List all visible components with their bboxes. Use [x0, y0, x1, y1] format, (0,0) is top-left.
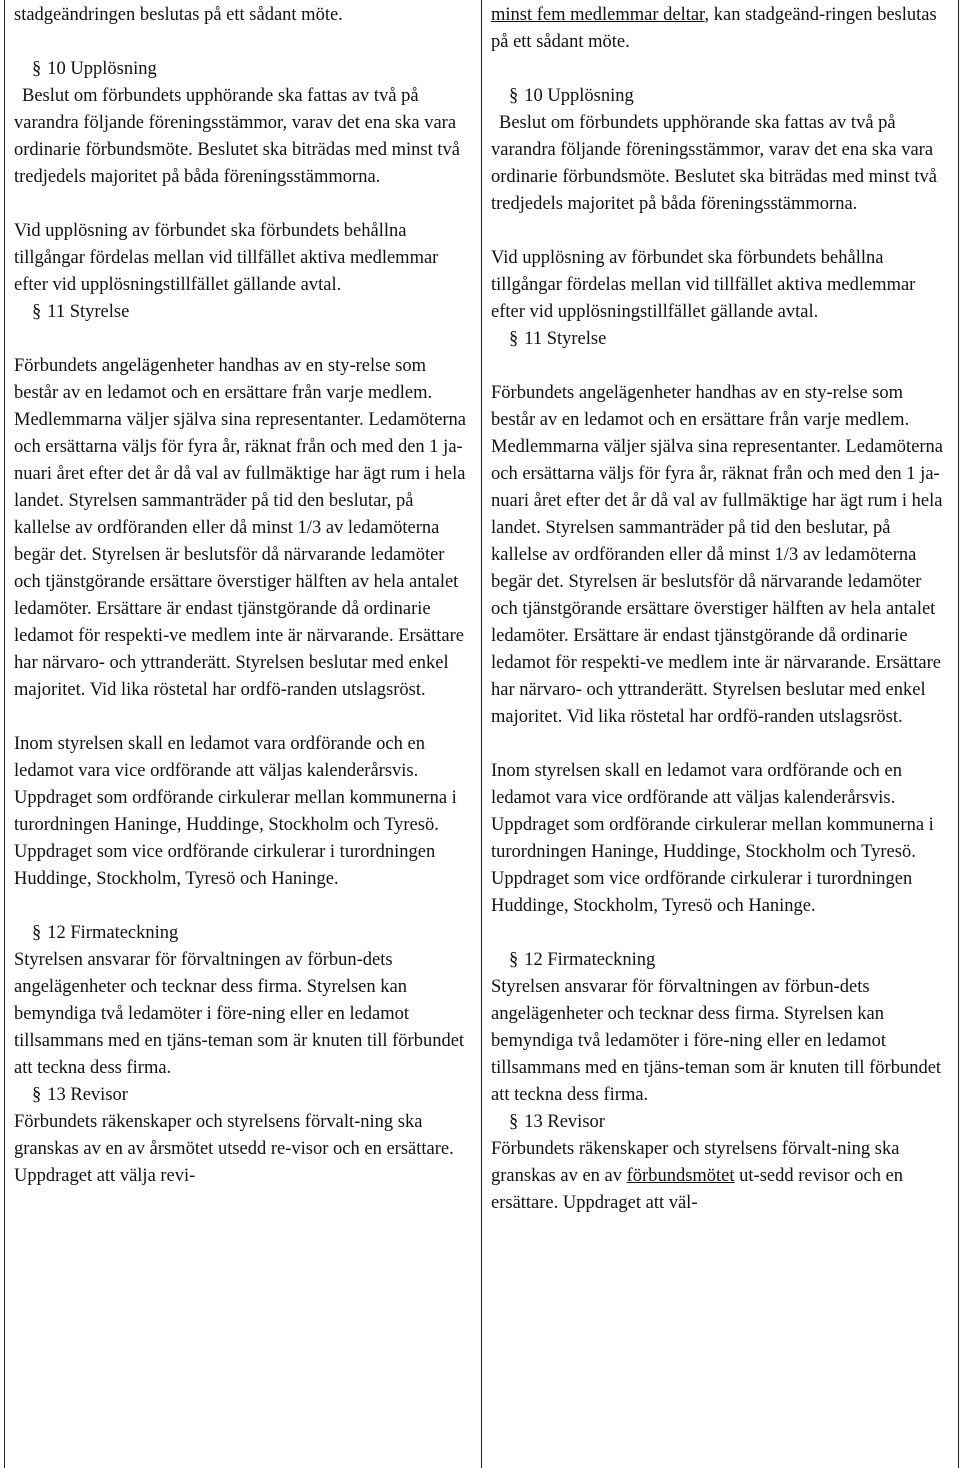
right-section-11-para-2: Inom styrelsen skall en ledamot vara ordförande och en ledamot vara vice ordförande att väljas kalenderårsvis. Uppdraget som ordförande cirkulerar mellan kommunerna i turordningen Haninge, Huddinge, Stockholm och Tyresö. Uppdraget som vice ordförande cirkulerar i turordningen Huddinge, Stockholm, Tyresö och Haninge.	[491, 761, 934, 916]
right-intro: minst fem medlemmar deltar, kan stadgeänd-ringen beslutas på ett sådant möte.	[491, 5, 937, 52]
right-section-13-para-1: Förbundets räkenskaper och styrelsens förvalt-ning ska granskas av en av förbundsmötet ut-sedd revisor och en ersättare. Uppdraget att väl-	[491, 1139, 904, 1213]
left-section-12-title: § 12 Firmateckning	[32, 923, 179, 943]
comparison-table	[4, 0, 959, 1468]
left-section-13-title: § 13 Revisor	[32, 1085, 128, 1105]
right-section-10-title: § 10 Upplösning	[509, 86, 634, 106]
section-sign-icon: §	[509, 329, 519, 349]
right-section-12-title: § 12 Firmateckning	[509, 950, 656, 970]
left-section-11-title: § 11 Styrelse	[32, 302, 130, 322]
right-section-11-title: § 11 Styrelse	[509, 329, 607, 349]
left-section-10-para-2: Vid upplösning av förbundet ska förbundets behållna tillgångar fördelas mellan vid tillfället aktiva medlemmar efter vid upplösningstillfället gällande avtal.	[14, 221, 439, 295]
left-intro: stadgeändringen beslutas på ett sådant möte.	[14, 5, 343, 25]
left-section-11-para-2: Inom styrelsen skall en ledamot vara ordförande och en ledamot vara vice ordförande att väljas kalenderårsvis. Uppdraget som ordförande cirkulerar mellan kommunerna i turordningen Haninge, Huddinge, Stockholm och Tyresö. Uppdraget som vice ordförande cirkulerar i turordningen Huddinge, Stockholm, Tyresö och Haninge.	[14, 734, 457, 889]
underlined-amendment: förbundsmötet	[626, 1166, 735, 1186]
section-sign-icon: §	[509, 950, 519, 970]
right-section-13-title: § 13 Revisor	[509, 1112, 605, 1132]
section-sign-icon: §	[32, 1085, 42, 1105]
right-section-10-para-1: Beslut om förbundets upphörande ska fattas av två på varandra följande föreningsstämmor, varav det ena ska vara ordinarie förbundsmöte. Beslutet ska biträdas med minst två tredjedels majoritet på båda föreningsstämmorna.	[491, 113, 937, 214]
section-sign-icon: §	[509, 86, 519, 106]
right-section-11-para-1: Förbundets angelägenheter handhas av en sty-relse som består av en ledamot och en ersättare från varje medlem. Medlemmarna väljer själva sina representanter. Ledamöterna och ersättarna väljs för fyra år, räknat från och med den 1 ja-nuari året efter det år då val av fullmäktige har ägt rum i hela landet. Styrelsen sammanträder på tid den beslutar, på kallelse av ordföranden eller då minst 1/3 av ledamöterna begär det. Styrelsen är beslutsför då närvarande ledamöter och tjänstgörande ersättare överstiger hälften av hela antalet ledamöter. Ersättare är endast tjänstgörande då ordinarie ledamot för respekti-ve medlem inte är närvarande. Ersättare har närvaro- och yttranderätt. Styrelsen beslutar med enkel majoritet. Vid lika röstetal har ordfö-randen utslagsröst.	[491, 383, 944, 727]
left-section-13-para-1: Förbundets räkenskaper och styrelsens förvalt-ning ska granskas av en av årsmötet utsedd re-visor och en ersättare. Uppdraget att välja revi-	[14, 1112, 454, 1186]
left-section-12-para-1: Styrelsen ansvarar för förvaltningen av förbun-dets angelägenheter och tecknar dess firma. Styrelsen kan bemyndiga två ledamöter i före-ning eller en ledamot tillsammans med en tjäns-teman som är knuten till förbundet att teckna dess firma.	[14, 950, 465, 1078]
section-sign-icon: §	[32, 923, 42, 943]
left-section-10-title: § 10 Upplösning	[32, 59, 157, 79]
right-section-12-para-1: Styrelsen ansvarar för förvaltningen av förbun-dets angelägenheter och tecknar dess firma. Styrelsen kan bemyndiga två ledamöter i före-ning eller en ledamot tillsammans med en tjäns-teman som är knuten till förbundet att teckna dess firma.	[491, 977, 942, 1105]
section-sign-icon: §	[32, 302, 42, 322]
right-column	[482, 0, 959, 1468]
left-section-11-para-1: Förbundets angelägenheter handhas av en sty-relse som består av en ledamot och en ersättare från varje medlem. Medlemmarna väljer själva sina representanter. Ledamöterna och ersättarna väljs för fyra år, räknat från och med den 1 ja-nuari året efter det år då val av fullmäktige har ägt rum i hela landet. Styrelsen sammanträder på tid den beslutar, på kallelse av ordföranden eller då minst 1/3 av ledamöterna begär det. Styrelsen är beslutsför då närvarande ledamöter och tjänstgörande ersättare överstiger hälften av hela antalet ledamöter. Ersättare är endast tjänstgörande då ordinarie ledamot för respekti-ve medlem inte är närvarande. Ersättare har närvaro- och yttranderätt. Styrelsen beslutar med enkel majoritet. Vid lika röstetal har ordfö-randen utslagsröst.	[14, 356, 467, 700]
underlined-amendment: minst fem medlemmar deltar	[491, 5, 705, 25]
right-section-10-para-2: Vid upplösning av förbundet ska förbundets behållna tillgångar fördelas mellan vid tillfället aktiva medlemmar efter vid upplösningstillfället gällande avtal.	[491, 248, 916, 322]
section-sign-icon: §	[32, 59, 42, 79]
left-section-10-para-1: Beslut om förbundets upphörande ska fattas av två på varandra följande föreningsstämmor, varav det ena ska vara ordinarie förbundsmöte. Beslutet ska biträdas med minst två tredjedels majoritet på båda föreningsstämmorna.	[14, 86, 460, 187]
section-sign-icon: §	[509, 1112, 519, 1132]
left-column	[5, 0, 482, 1468]
